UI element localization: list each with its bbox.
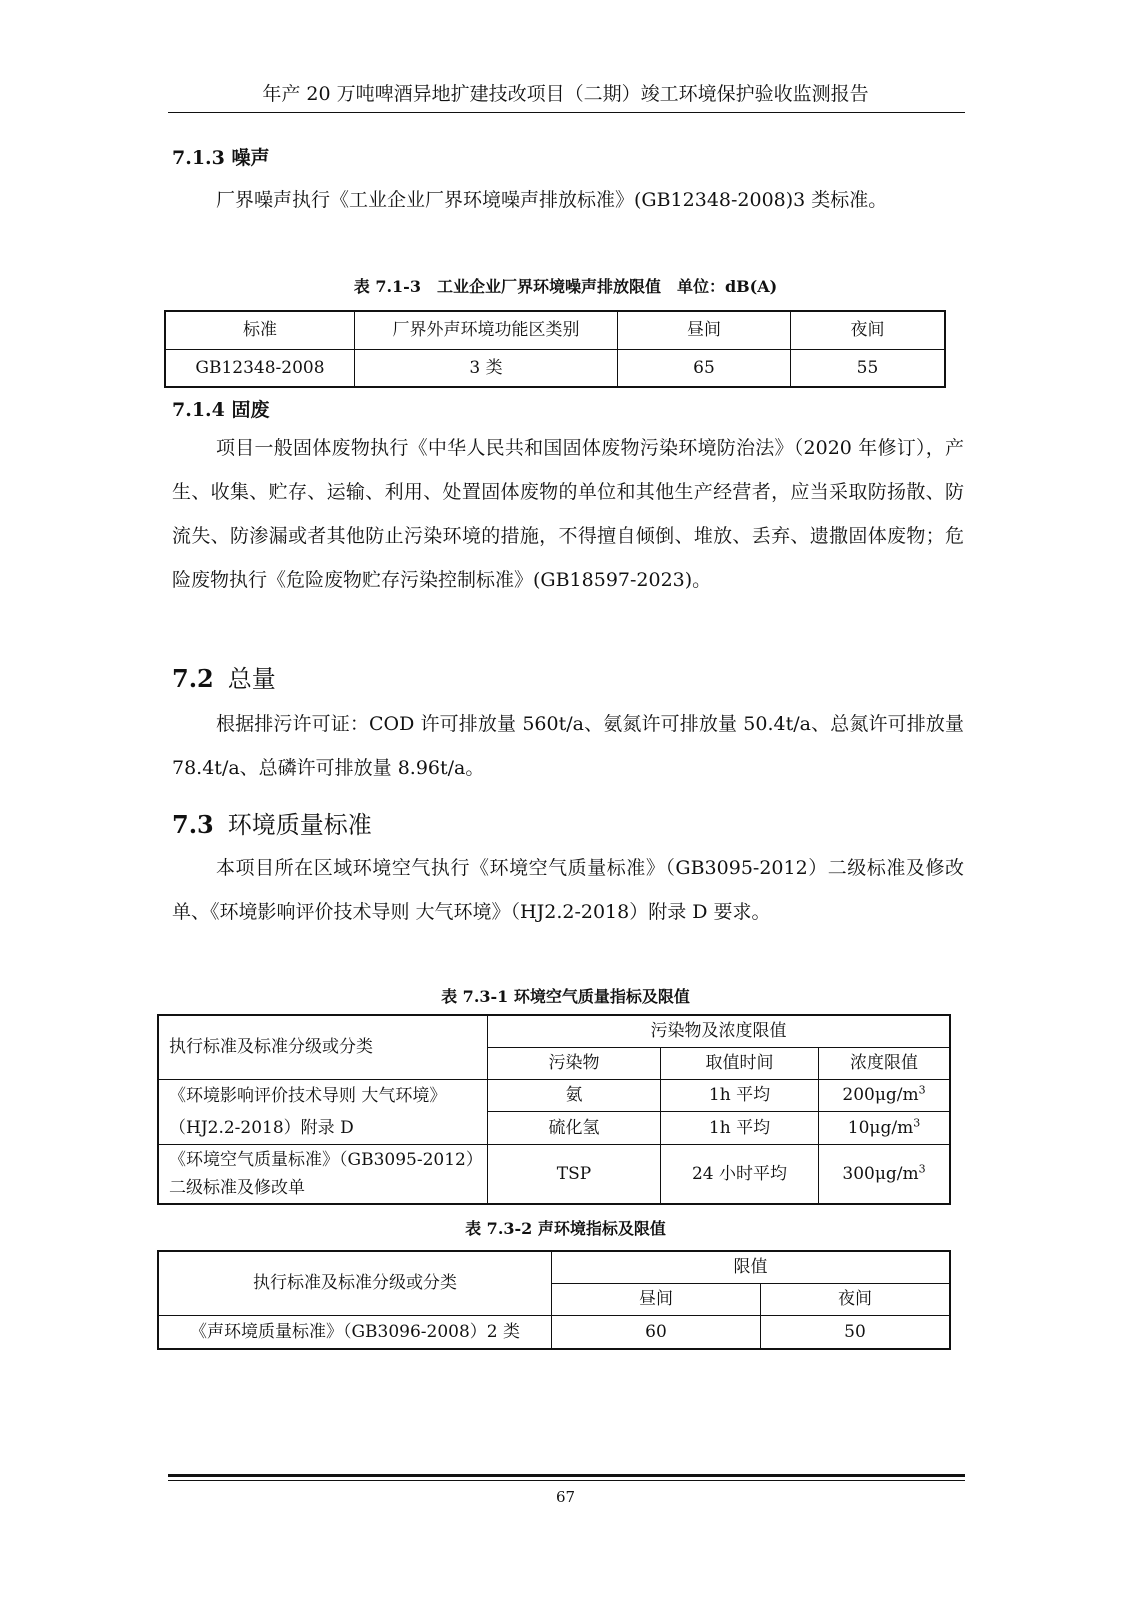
header-cell-group: 污染物及浓度限值 — [488, 1015, 951, 1047]
limit-value: 300μg/m — [842, 1163, 919, 1184]
section-title: 总量 — [227, 665, 276, 693]
unit-exponent: 3 — [918, 1083, 926, 1097]
paragraph-noise-standard: 厂界噪声执行《工业企业厂界环境噪声排放标准》(GB12348-2008)3 类标准。 — [216, 189, 888, 211]
unit-exponent: 3 — [918, 1162, 926, 1176]
page-number: 67 — [555, 1488, 576, 1506]
section-heading-7-1-3: 7.1.3 噪声 — [172, 147, 270, 169]
header-cell-standard: 执行标准及标准分级或分类 — [158, 1015, 488, 1079]
limit-value: 10μg/m — [847, 1117, 914, 1138]
section-heading-7-1-4: 7.1.4 固废 — [172, 399, 270, 421]
header-cell-group: 限值 — [552, 1251, 951, 1283]
table-cell: 50 — [761, 1315, 951, 1349]
header-cell: 浓度限值 — [819, 1047, 951, 1079]
table-header-row — [158, 1015, 950, 1047]
table-cell: 24 小时平均 — [661, 1144, 819, 1204]
table-cell-standard: 《环境影响评价技术导则 大气环境》（HJ2.2-2018）附录 D — [158, 1079, 488, 1144]
page-header-title: 年产 20 万吨啤酒异地扩建技改项目（二期）竣工环境保护验收监测报告 — [262, 83, 869, 105]
table-cell-standard: 《声环境质量标准》（GB3096-2008）2 类 — [158, 1315, 552, 1349]
header-cell: 标准 — [165, 311, 355, 349]
table-cell: GB12348-2008 — [165, 349, 355, 387]
footer-rule-thin — [168, 1480, 965, 1481]
table-row — [158, 1144, 950, 1204]
table-cell: 1h 平均 — [661, 1112, 819, 1145]
table-row — [158, 1315, 950, 1349]
paragraph-env-quality: 本项目所在区域环境空气执行《环境空气质量标准》（GB3095-2012）二级标准及修改单、《环境影响评价技术导则 大气环境》（HJ2.2-2018）附录 D 要求。 — [172, 857, 964, 923]
table-cell: 1h 平均 — [661, 1079, 819, 1112]
table-row — [165, 349, 945, 387]
section-number: 7.3 — [172, 810, 214, 839]
table-cell — [819, 1079, 951, 1112]
table-caption-7-1-3: 表 7.1-3 工业企业厂界环境噪声排放限值 单位：dB(A) — [353, 277, 778, 296]
table-cell — [819, 1112, 951, 1145]
paragraph-total-amount: 根据排污许可证：COD 许可排放量 560t/a、氨氮许可排放量 50.4t/a、总氮许可排放量 78.4t/a、总磷许可排放量 8.96t/a。 — [172, 713, 964, 779]
unit-exponent: 3 — [913, 1116, 921, 1130]
sound-env-table — [157, 1250, 951, 1350]
table-caption-7-3-1: 表 7.3-1 环境空气质量指标及限值 — [441, 987, 690, 1006]
header-cell: 污染物 — [488, 1047, 661, 1079]
table-row — [158, 1079, 950, 1112]
section-heading-7-2 — [172, 664, 276, 694]
footer-rule — [168, 1474, 965, 1477]
header-cell: 夜间 — [791, 311, 946, 349]
table-cell: 硫化氢 — [488, 1112, 661, 1145]
header-cell: 夜间 — [761, 1283, 951, 1315]
table-cell-standard: 《环境空气质量标准》（GB3095-2012）二级标准及修改单 — [158, 1144, 488, 1204]
table-header-row — [165, 311, 945, 349]
table-cell: 65 — [618, 349, 791, 387]
table-header-row — [158, 1251, 950, 1283]
air-quality-table — [157, 1014, 951, 1205]
section-number: 7.2 — [172, 664, 214, 693]
table-cell: 60 — [552, 1315, 761, 1349]
header-cell: 昼间 — [618, 311, 791, 349]
table-cell: 氨 — [488, 1079, 661, 1112]
section-heading-7-3 — [172, 810, 372, 840]
header-rule — [168, 112, 965, 113]
table-cell: 55 — [791, 349, 946, 387]
paragraph-solid-waste: 项目一般固体废物执行《中华人民共和国固体废物污染环境防治法》（2020 年修订），产生、收集、贮存、运输、利用、处置固体废物的单位和其他生产经营者，应当采取防扬散、防流失、防渗漏或者其他防止污染环境的措施，不得擅自倾倒、堆放、丢弃、遗撒固体废物；危险废物执行《危险废物贮存污染控制标准》(GB18597-2023)。 — [172, 437, 964, 591]
table-cell: TSP — [488, 1144, 661, 1204]
table-cell: 3 类 — [355, 349, 618, 387]
table-caption-7-3-2: 表 7.3-2 声环境指标及限值 — [465, 1219, 666, 1238]
header-cell: 昼间 — [552, 1283, 761, 1315]
noise-limit-table — [164, 310, 946, 388]
table-cell — [819, 1144, 951, 1204]
header-cell: 取值时间 — [661, 1047, 819, 1079]
header-cell: 厂界外声环境功能区类别 — [355, 311, 618, 349]
header-cell-standard: 执行标准及标准分级或分类 — [158, 1251, 552, 1315]
limit-value: 200μg/m — [842, 1085, 919, 1106]
section-title: 环境质量标准 — [227, 811, 372, 839]
